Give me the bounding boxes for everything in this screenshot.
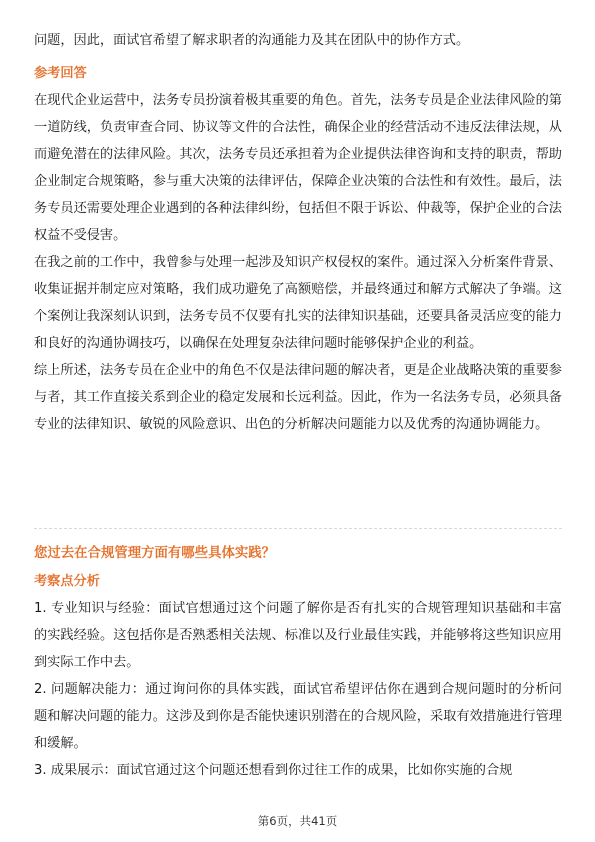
page-number: 第6页，共41页 xyxy=(257,814,338,828)
answer-paragraph-1: 在现代企业运营中，法务专员扮演着极其重要的角色。首先，法务专员是企业法律风险的第一道防线，负责审查合同、协议等文件的合法性，确保企业的经营活动不违反法律法规，从而避免潜在的法律风险。其次，法务专员还承担着为企业提供法律咨询和支持的职责，帮助企业制定合规策略，参与重大决策的法律评估，保障企业决策的合法性和有效性。最后，法务专员还需要处理企业遇到的各种法律纠纷，包括但不限于诉讼、仲裁等，保护企业的合法权益不受侵害。 xyxy=(34,93,562,243)
analysis-heading: 考察点分析 xyxy=(34,574,100,589)
answer-paragraph-2: 在我之前的工作中，我曾参与处理一起涉及知识产权侵权的案件。通过深入分析案件背景、收集证据并制定应对策略，我们成功避免了高额赔偿，并最终通过和解方式解决了争端。这个案例让我深刻认识到，法务专员不仅要有扎实的法律知识基础，还要具备灵活应变的能力和良好的沟通协调技巧，以确保在处理复杂法律问题时能够保护企业的利益。 xyxy=(34,255,562,351)
analysis-section xyxy=(34,568,562,784)
intro-tail-text: 问题，因此，面试官希望了解求职者的沟通能力及其在团队中的协作方式。 xyxy=(34,33,470,48)
analysis-point-2: 2. 问题解决能力：通过询问你的具体实践，面试官希望评估你在遇到合规问题时的分析问题和解决问题的能力。这涉及到你是否能快速识别潜在的合规风险，采取有效措施进行管理和缓解。 xyxy=(34,682,562,751)
answer-section xyxy=(34,27,562,438)
question-heading: 您过去在合规管理方面有哪些具体实践？ xyxy=(34,546,276,561)
section-divider xyxy=(34,528,562,529)
answer-heading: 参考回答 xyxy=(34,66,87,81)
answer-paragraph-3: 综上所述，法务专员在企业中的角色不仅是法律问题的解决者，更是企业战略决策的重要参与者，其工作直接关系到企业的稳定发展和长远利益。因此，作为一名法务专员，必须具备专业的法律知识、敏锐的风险意识、出色的分析解决问题能力以及优秀的沟通协调能力。 xyxy=(34,363,562,432)
analysis-point-3: 3. 成果展示：面试官通过这个问题还想看到你过往工作的成果，比如你实施的合规 xyxy=(34,763,513,778)
analysis-point-1: 1. 专业知识与经验：面试官想通过这个问题了解你是否有扎实的合规管理知识基础和丰富的实践经验。这包括你是否熟悉相关法规、标准以及行业最佳实践，并能够将这些知识应用到实际工作中去。 xyxy=(34,601,562,670)
